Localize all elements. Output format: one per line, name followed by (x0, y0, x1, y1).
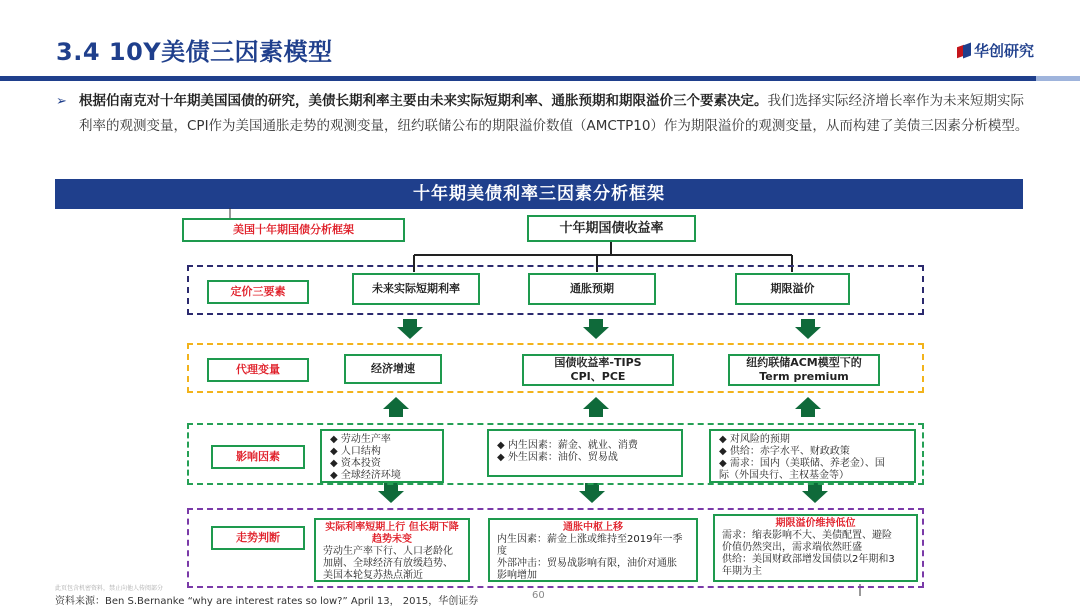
trend-head: 期限溢价维持低位 (775, 518, 856, 529)
trend-line: 度 (497, 546, 507, 557)
list-item: ◆ 劳动生产率 (330, 434, 391, 445)
trend-line: 供给：美国财政部增发国债以2年期和3 (722, 554, 895, 565)
factors-list-2 (487, 429, 683, 477)
down-arrow-icon (795, 319, 821, 339)
proxy-item-2: 国债收益率-TIPS CPI、PCE (522, 354, 674, 386)
factors-list-3 (709, 429, 916, 483)
trend-line: 需求：缩表影响不大、美债配置、避险 (722, 530, 892, 541)
list-item: ◆ 内生因素：薪金、就业、消费 (497, 440, 638, 451)
up-arrow-icon (795, 397, 821, 417)
pricing-item-3: 期限溢价 (735, 273, 850, 305)
pricing-item-1: 未来实际短期利率 (352, 273, 480, 305)
proxy-item-3: 纽约联储ACM模型下的 Term premium (728, 354, 880, 386)
list-item: ◆ 人口结构 (330, 446, 381, 457)
intro-bold-text: 根据伯南克对十年期美国国债的研究，美债长期利率主要由未来实际短期利率、通胀预期和期限溢价三个要素决定。 (79, 93, 768, 109)
intro-normal-text: 我们选择实际经济增长率作为未来短期实际利率的观测变量，CPI作为美国通胀走势的观测变量，纽约联储公布的期限溢价数值（AMCTP10）作为期限溢价的观测变量，从而构建了美债三因素分析模型。 (79, 93, 1029, 134)
pricing-item-2: 通胀预期 (528, 273, 656, 305)
page-title: 3.4 10Y美债三因素模型 (56, 38, 333, 66)
list-item: ◆ 供给：赤字水平、财政政策 (719, 446, 850, 457)
source-citation: 资料来源：Ben S.Bernanke “why are interest rates so low?” April 13， 2015，华创证券 (55, 596, 479, 607)
row-label-proxy: 代理变量 (207, 358, 309, 382)
row-label-trend: 走势判断 (211, 526, 305, 550)
logo-text: 华创研究 (974, 42, 1035, 60)
trend-line: 年期为主 (722, 566, 762, 577)
trend-box-3 (713, 514, 918, 582)
proxy-item-1: 经济增速 (344, 354, 442, 384)
list-item: ◆ 需求：国内（美联储、养老金）、国 (719, 458, 885, 469)
trend-line: 劳动生产率下行、人口老龄化 (323, 546, 453, 557)
trend-line: 美国本轮复苏热点渐近 (323, 570, 423, 581)
list-item: ◆ 对风险的预期 (719, 434, 790, 445)
row-label-pricing: 定价三要素 (207, 280, 309, 304)
trend-box-2 (488, 518, 698, 582)
list-item: ◆ 外生因素：油价、贸易战 (497, 452, 618, 463)
trend-line: 加剧、全球经济有放缓趋势、 (323, 558, 453, 569)
page-number: 60 (532, 590, 545, 601)
down-arrow-icon (802, 483, 828, 503)
down-arrow-icon (583, 319, 609, 339)
trend-box-1 (314, 518, 470, 582)
row-label-factors: 影响因素 (211, 445, 305, 469)
framework-label: 美国十年期国债分析框架 (182, 218, 405, 242)
up-arrow-icon (383, 397, 409, 417)
list-item: ◆ 全球经济环境 (330, 470, 401, 481)
confidential-note: 此页包含机密资料，禁止向他人传阅部分 (55, 585, 164, 592)
trend-line: 外部冲击：贸易战影响有限，油价对通胀 (497, 558, 677, 569)
down-arrow-icon (579, 483, 605, 503)
bullet-arrow-icon: ➢ (56, 94, 67, 109)
trend-line: 内生因素：薪金上涨或维持至2019年一季 (497, 534, 683, 545)
up-arrow-icon (583, 397, 609, 417)
down-arrow-icon (397, 319, 423, 339)
list-item: 际（外国央行、主权基金等） (719, 470, 849, 481)
trend-head: 实际利率短期上行 但长期下降趋势未变 (325, 522, 459, 545)
top-node: 十年期国债收益率 (527, 215, 696, 242)
factors-list-1 (320, 429, 444, 483)
list-item: ◆ 资本投资 (330, 458, 381, 469)
trend-line: 影响增加 (497, 570, 537, 581)
trend-line: 价值仍然突出，需求端依然旺盛 (722, 542, 862, 553)
down-arrow-icon (378, 483, 404, 503)
framework-banner: 十年期美债利率三因素分析框架 (55, 179, 1023, 209)
trend-head: 通胀中枢上移 (563, 522, 623, 533)
